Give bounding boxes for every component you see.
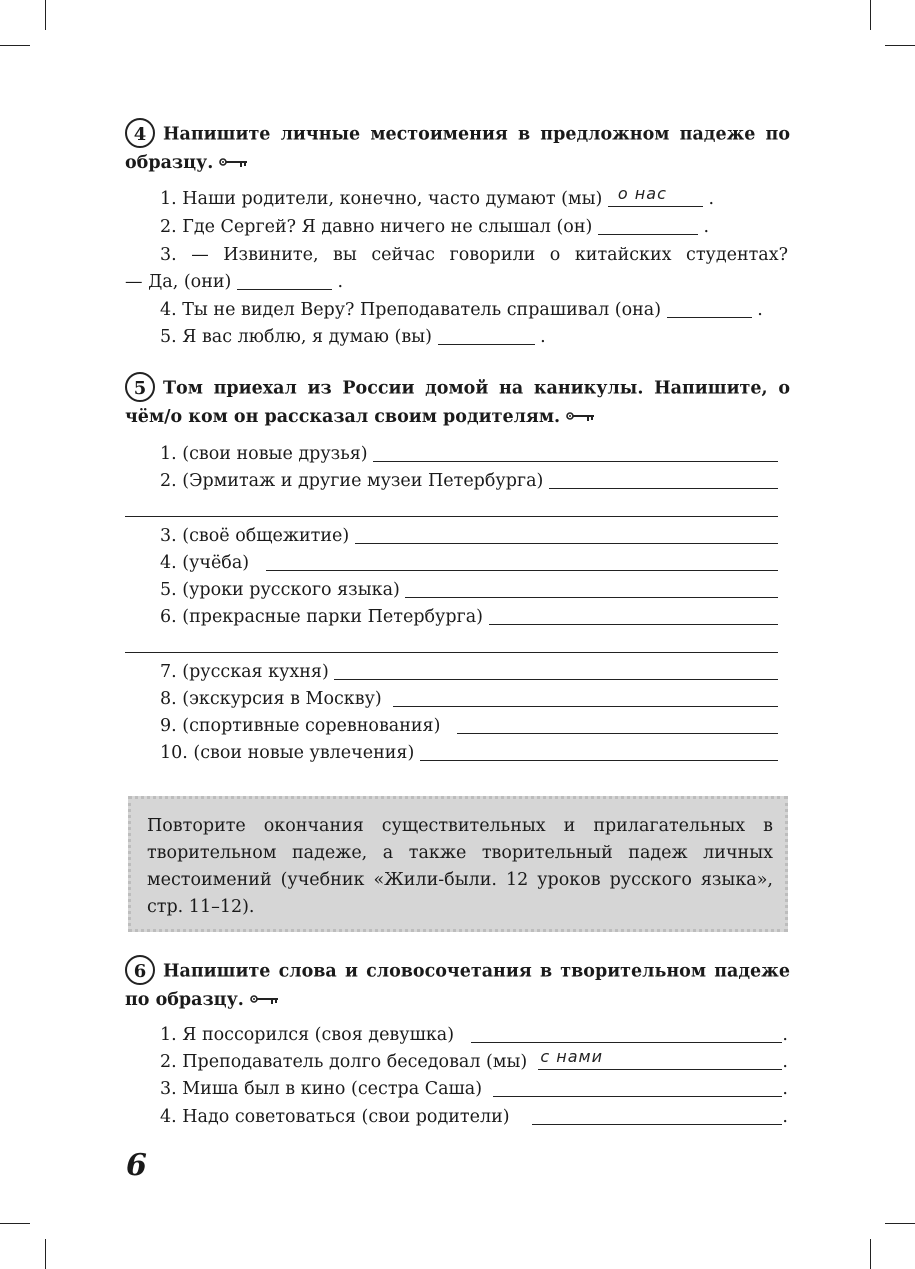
grammar-note-box [128,796,788,932]
answer-blank[interactable] [457,714,778,734]
crop-mark [870,1239,871,1269]
exercise-number-badge: 4 [125,118,155,148]
answer-blank[interactable] [405,578,778,598]
crop-mark [870,0,871,30]
answer-line[interactable] [125,516,778,517]
exercise-5-item: 9. (спортивные соревнования) [160,713,778,740]
crop-mark [885,45,915,46]
answer-blank[interactable] [420,741,778,761]
exercise-6-item: 2. Преподаватель долго беседовал (мы) с нами . [160,1049,788,1076]
crop-mark [45,1239,46,1269]
exercise-number-badge: 6 [125,955,155,985]
crop-mark [0,45,30,46]
grammar-note-text: Повторите окончания существительных и прилагательных в творительном падеже, а также творительный падеж личных местоимений (учебник «Жили-были. 12 уроков русского языка», стр. 11–12). [147,816,773,917]
exercise-4-item: 2. Где Сергей? Я давно ничего не слышал (он) . [160,217,710,237]
answer-blank[interactable] [538,1047,782,1070]
answer-blank[interactable] [471,1023,783,1043]
answer-blank[interactable] [598,215,698,235]
exercise-5-item: 3. (своё общежитие) [160,523,778,550]
exercise-4-item: 3. — Извините, вы сейчас говорили о китайских студентах? [160,245,788,265]
answer-blank[interactable] [266,551,778,571]
crop-mark [0,1223,30,1224]
exercise-5-item: 2. (Эрмитаж и другие музеи Петербурга) [160,468,778,495]
answer-blank[interactable] [493,1077,782,1097]
answer-blank[interactable] [532,1105,783,1125]
answer-blank[interactable] [438,325,535,345]
answer-blank[interactable] [393,687,778,707]
handwritten-answer: о нас [617,184,667,203]
key-icon [566,404,596,431]
crop-mark [885,1223,915,1224]
exercise-5-item: 4. (учёба) [160,550,778,577]
exercise-instruction: Напишите слова и словосочетания в творительном падеже по образцу. [125,961,790,1010]
exercise-5-item: 6. (прекрасные парки Петербурга) [160,604,778,631]
answer-blank[interactable] [373,442,778,462]
page-number: 6 [126,1148,147,1183]
answer-blank[interactable] [237,270,332,290]
exercise-5-item: 1. (свои новые друзья) [160,441,778,468]
exercise-5-item: 7. (русская кухня) [160,659,778,686]
exercise-number-badge: 5 [125,372,155,402]
handwritten-answer: с нами [540,1047,604,1066]
exercise-5-heading [125,374,790,431]
exercise-6-heading [125,957,790,1014]
exercise-4-heading [125,120,790,177]
key-icon [219,150,249,177]
exercise-6-item: 3. Миша был в кино (сестра Саша) . [160,1079,788,1099]
exercise-5-item: 5. (уроки русского языка) [160,577,778,604]
exercise-4-item: 1. Наши родители, конечно, часто думают (мы) о нас . [160,186,714,213]
key-icon [250,987,280,1014]
crop-mark [45,0,46,30]
answer-blank[interactable] [489,605,778,625]
answer-blank[interactable] [667,298,752,318]
answer-line[interactable] [125,652,778,653]
exercise-4-item: 5. Я вас люблю, я думаю (вы) . [160,327,546,347]
exercise-4-item: 4. Ты не видел Веру? Преподаватель спрашивал (она) . [160,300,763,320]
exercise-instruction: Том приехал из России домой на каникулы. Напишите, о чём/о ком он рассказал своим родителям. [125,378,790,427]
answer-blank[interactable] [334,660,778,680]
exercise-instruction: Напишите личные местоимения в предложном падеже по образцу. [125,124,790,173]
exercise-4-item: — Да, (они) . [125,272,344,292]
exercise-6-item: 4. Надо советоваться (свои родители) . [160,1107,788,1127]
exercise-5-item: 10. (свои новые увлечения) [160,740,778,767]
answer-blank[interactable] [549,469,778,489]
exercise-6-item: 1. Я поссорился (своя девушка) . [160,1025,788,1045]
exercise-5-item: 8. (экскурсия в Москву) [160,686,778,713]
answer-blank[interactable] [608,184,703,207]
answer-blank[interactable] [355,524,778,544]
